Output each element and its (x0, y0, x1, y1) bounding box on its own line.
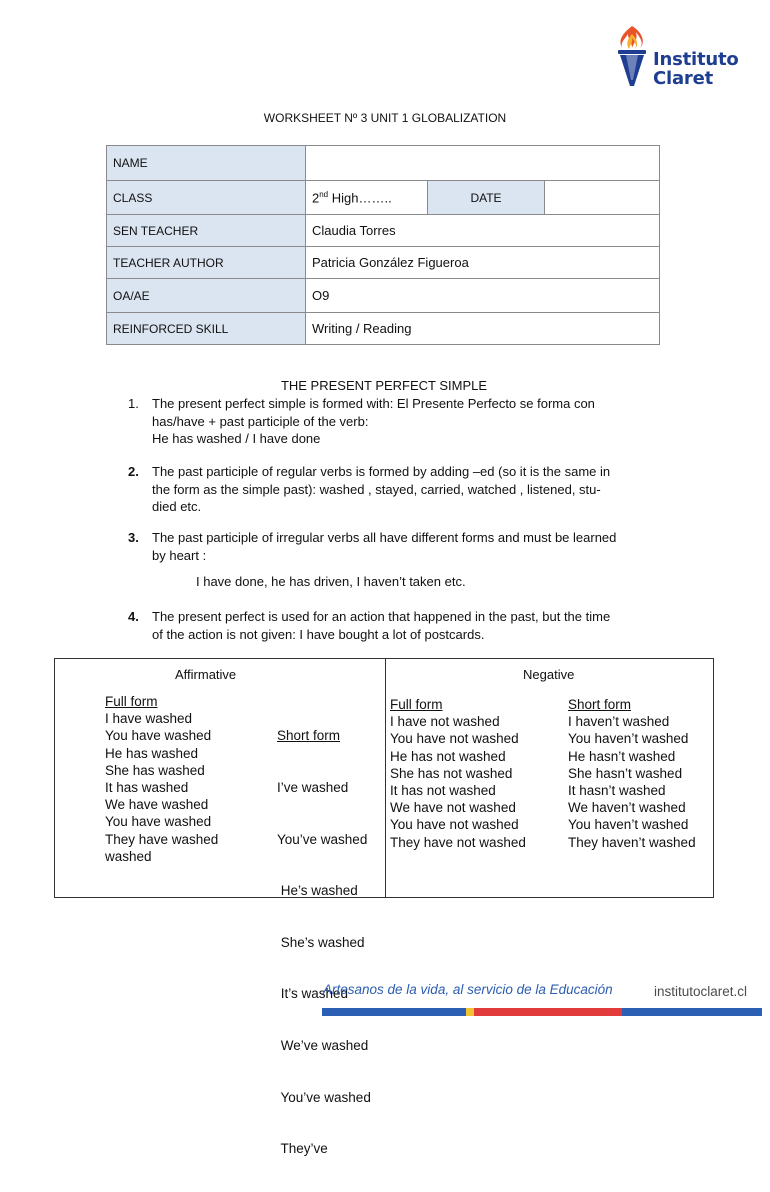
point-line: The past participle of irregular verbs all have different forms and must be learned (152, 530, 617, 545)
form-item: She has not washed (390, 765, 513, 781)
form-item: She’s washed (277, 934, 365, 950)
name-field[interactable] (306, 146, 660, 181)
point-2 (128, 463, 658, 516)
point-line: died etc. (152, 499, 202, 514)
form-item: You haven’t washed (568, 731, 689, 747)
skill-label: REINFORCED SKILL (107, 313, 306, 345)
teacher-author-value: Patricia González Figueroa (306, 247, 660, 279)
form-item: We have washed (105, 797, 209, 813)
point-line: of the action is not given: I have bought a lot of postcards. (152, 626, 485, 642)
form-item: You have not washed (390, 731, 519, 747)
point-number: 3. (128, 530, 139, 545)
point-4 (128, 608, 658, 643)
oa-value: O9 (306, 279, 660, 313)
form-item: I have washed (105, 711, 193, 727)
worksheet-title: WORKSHEET Nº 3 UNIT 1 GLOBALIZATION (263, 111, 507, 125)
form-item: He hasn’t washed (568, 748, 676, 764)
point-number: 2. (128, 464, 139, 479)
form-item: You’ve washed (277, 1089, 371, 1105)
point-line: He has washed / I have done (152, 431, 321, 446)
negative-short-column (568, 696, 696, 851)
affirmative-full-column (105, 693, 218, 865)
logo-line-2: Claret (653, 68, 714, 89)
form-item: He has not washed (390, 748, 506, 764)
column-header: Full form (105, 694, 158, 709)
footer-website[interactable]: institutoclaret.cl (654, 984, 748, 999)
point-line: the form as the simple past): washed , stayed, carried, watched , listened, stu- (152, 481, 601, 497)
name-label: NAME (107, 146, 306, 181)
form-item: washed (105, 848, 152, 864)
negative-full-column (390, 696, 526, 851)
form-item: It’s washed (277, 986, 349, 1002)
logo-line-1: Instituto (653, 49, 739, 70)
form-item: You have washed (105, 728, 212, 744)
skill-value: Writing / Reading (306, 313, 660, 345)
form-item: They have not washed (390, 834, 526, 850)
column-header: Full form (390, 697, 443, 712)
class-value-suffix-sup: nd (319, 189, 329, 199)
point-line: The past participle of regular verbs is formed by adding –ed (so it is the same in (152, 464, 611, 479)
form-item: I’ve washed (277, 780, 349, 796)
torch-icon (612, 24, 652, 88)
oa-label: OA/AE (107, 279, 306, 313)
form-item: You’ve washed (277, 831, 368, 847)
point-line: by heart : (152, 547, 207, 563)
form-item: They’ve (277, 1141, 328, 1157)
footer-slogan: Artesanos de la vida, al servicio de la Educación (323, 982, 613, 997)
sen-teacher-value: Claudia Torres (306, 215, 660, 247)
form-item: It hasn’t washed (568, 783, 666, 799)
form-item: I have not washed (390, 714, 500, 730)
sen-teacher-label: SEN TEACHER (107, 215, 306, 247)
negative-heading: Negative (523, 667, 575, 682)
point-3 (128, 529, 658, 564)
form-item: You have not washed (390, 817, 519, 833)
section-title: THE PRESENT PERFECT SIMPLE (280, 378, 488, 393)
form-item: They have washed (105, 831, 219, 847)
class-field[interactable] (306, 181, 428, 215)
column-divider (385, 659, 386, 897)
form-item: I haven’t washed (568, 714, 670, 730)
footer-stripe-blue-2 (622, 1008, 762, 1016)
form-item: We haven’t washed (568, 800, 686, 816)
point-line: The present perfect is used for an action that happened in the past, but the time (152, 609, 611, 624)
affirmative-heading: Affirmative (175, 667, 237, 682)
logo-text (653, 50, 739, 88)
affirmative-short-column (277, 693, 371, 1192)
teacher-author-label: TEACHER AUTHOR (107, 247, 306, 279)
column-header: Short form (277, 728, 341, 744)
institute-logo (612, 24, 762, 94)
form-item: It has washed (105, 780, 189, 796)
class-value-text: High…….. (328, 190, 392, 206)
form-item: We’ve washed (277, 1038, 369, 1054)
date-field[interactable] (545, 181, 660, 215)
form-item: They haven’t washed (568, 834, 696, 850)
column-header: Short form (568, 697, 632, 712)
point-number: 4. (128, 609, 139, 624)
point-line: The present perfect simple is formed with: El Presente Perfecto se forma con (152, 396, 595, 411)
form-item: He has washed (105, 745, 199, 761)
footer-stripe-yellow (466, 1008, 474, 1016)
class-value-number: 2 (312, 190, 320, 206)
form-item: It has not washed (390, 783, 496, 799)
form-item: You haven’t washed (568, 817, 689, 833)
footer-stripe-blue (322, 1008, 466, 1016)
point-line: has/have + past participle of the verb: (152, 413, 369, 429)
student-info-table (106, 145, 660, 345)
form-item: He’s washed (277, 883, 358, 899)
point-number: 1. (128, 396, 139, 411)
class-label: CLASS (107, 181, 306, 215)
footer-stripe-red (474, 1008, 622, 1016)
irregular-example: I have done, he has driven, I haven’t taken etc. (196, 574, 466, 589)
form-item: She has washed (105, 762, 205, 778)
form-item: You have washed (105, 814, 212, 830)
date-label: DATE (428, 181, 545, 215)
form-item: She hasn’t washed (568, 765, 683, 781)
point-1 (128, 395, 658, 448)
form-item: We have not washed (390, 800, 516, 816)
